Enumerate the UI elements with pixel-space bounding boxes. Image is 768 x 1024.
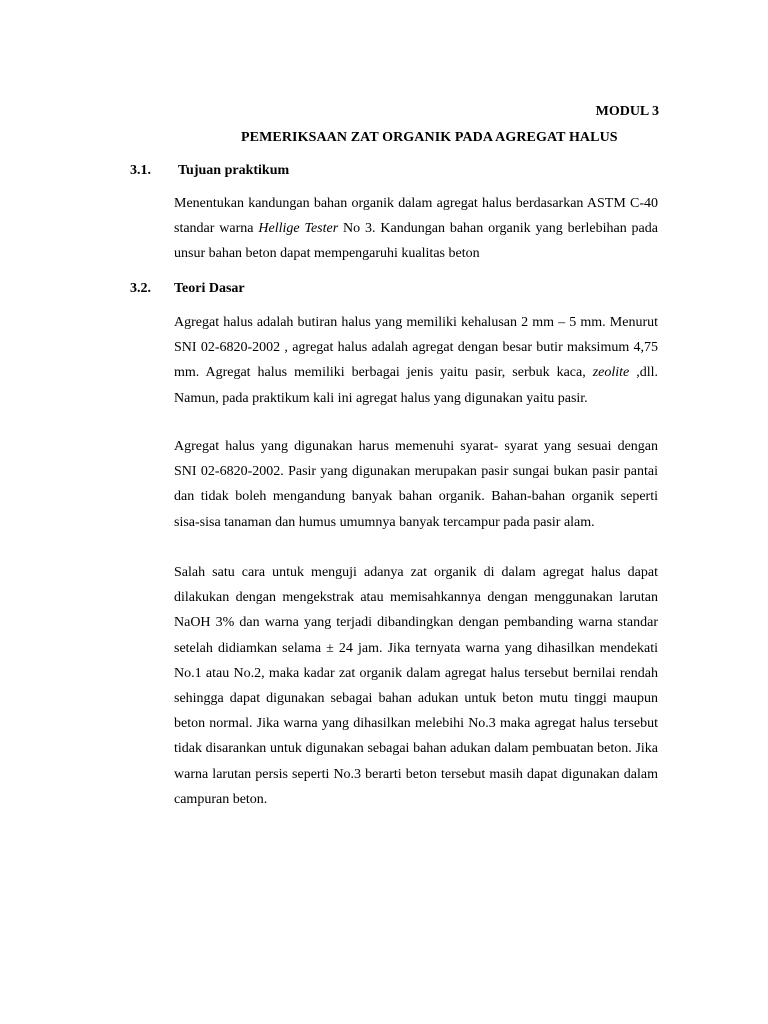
paragraph-text: ,dll. Namun, pada praktikum kali ini agregat halus yang digunakan yaitu pasir. (174, 365, 659, 406)
section-number: 3.1. (130, 163, 151, 178)
section-paragraph (174, 191, 658, 267)
paragraph-italic-text: Hellige Tester (258, 221, 339, 237)
paragraph-text: Menentukan kandungan bahan organik dalam agregat halus berdasarkan ASTM C-40 standar warna (174, 196, 658, 237)
section-number: 3.2. (130, 281, 151, 296)
paragraph-italic-text: zeolite (592, 365, 630, 381)
document-title: PEMERIKSAAN ZAT ORGANIK PADA AGREGAT HALUS (241, 130, 618, 145)
section-paragraph (174, 310, 658, 411)
paragraph-text: No 3. Kandungan bahan organik yang berlebihan pada unsur bahan beton dapat mempengaruhi kualitas beton (174, 221, 658, 262)
section-title: Teori Dasar (174, 281, 245, 296)
section-title: Tujuan praktikum (178, 163, 290, 178)
paragraph-text: Agregat halus adalah butiran halus yang memiliki kehalusan 2 mm – 5 mm. Menurut SNI 02-6820-2002 , agregat halus adalah agregat dengan besar butir maksimum 4,75 mm. Agregat halus memiliki berbagai jenis yaitu pasir, serbuk kaca, (174, 315, 658, 381)
module-number: MODUL 3 (595, 104, 659, 119)
section-paragraph: Salah satu cara untuk menguji adanya zat organik di dalam agregat halus dapat dilakukan dengan mengekstrak atau memisahkannya dengan menggunakan larutan NaOH 3% dan warna yang terjadi dibandingkan dengan pembanding warna standar setelah didiamkan selama ± 24 jam. Jika ternyata warna yang dihasilkan mendekati No.1 atau No.2, maka kadar zat organik dalam agregat halus tersebut bernilai rendah sehingga dapat digunakan sebagai bahan adukan untuk beton mutu tinggi maupun beton normal. Jika warna yang dihasilkan melebihi No.3 maka agregat halus tersebut tidak disarankan untuk digunakan sebagai bahan adukan dalam pembuatan beton. Jika warna larutan persis seperti No.3 berarti beton tersebut masih dapat digunakan dalam campuran beton. (174, 565, 658, 807)
section-paragraph: Agregat halus yang digunakan harus memenuhi syarat- syarat yang sesuai dengan SNI 02-6820-2002. Pasir yang digunakan merupakan pasir sungai bukan pasir pantai dan tidak boleh mengandung banyak bahan organik. Bahan-bahan organik seperti sisa-sisa tanaman dan humus umumnya banyak tercampur pada pasir alam. (174, 439, 658, 530)
